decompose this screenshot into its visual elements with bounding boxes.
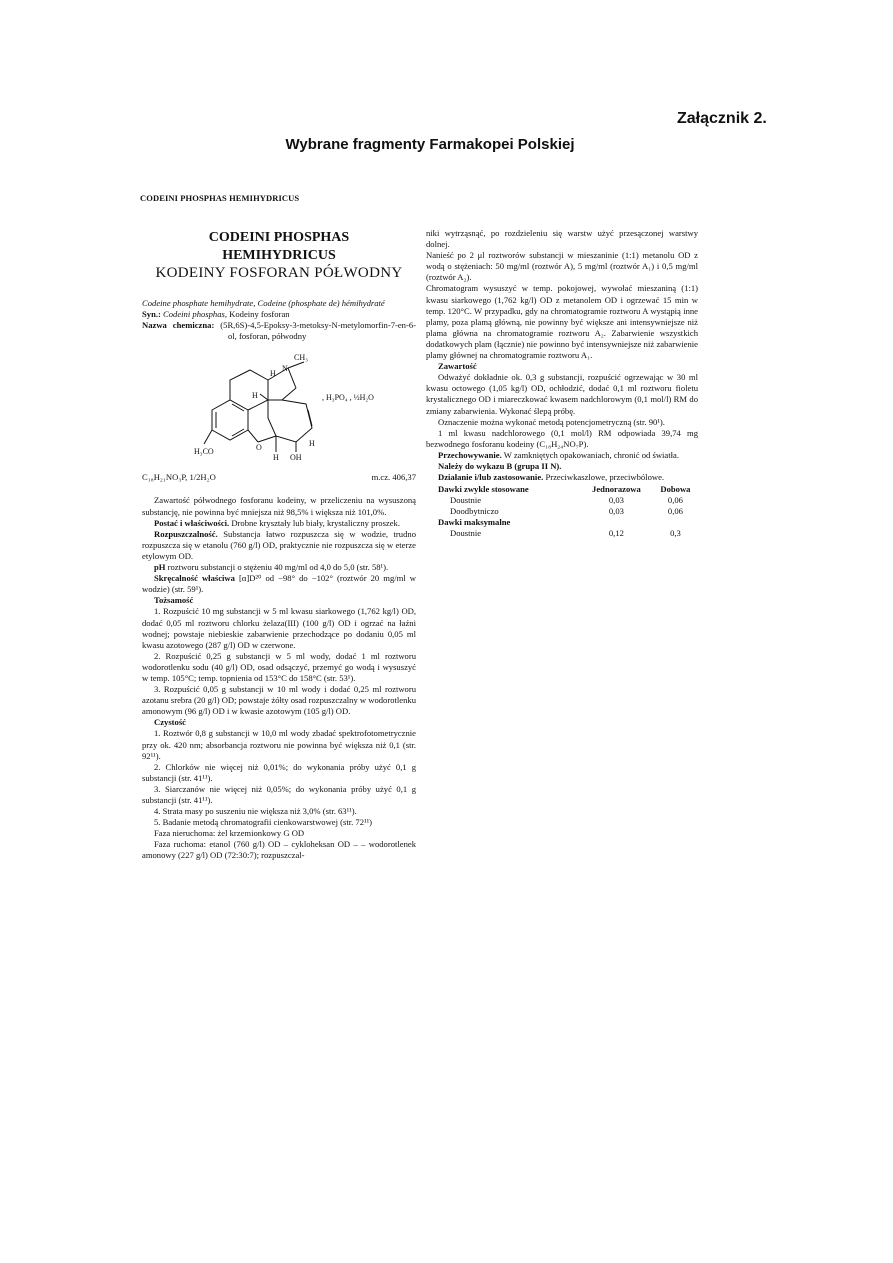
chemical-name <box>142 320 416 342</box>
paragraph: Zawartość półwodnego fosforanu kodeiny, w przeliczeniu na wysuszoną substancję, nie powinna być mniejsza niż 98,5% i większa niż 101,0%. <box>142 495 416 517</box>
paragraph <box>142 562 416 573</box>
synonyms <box>142 309 416 320</box>
table-row <box>426 506 698 517</box>
dose-header-usual: Dawki zwykle stosowane <box>438 484 529 495</box>
paragraph <box>142 518 416 529</box>
dose-max-heading-row <box>426 517 698 528</box>
paragraph-lead: pH <box>154 562 166 573</box>
dose-header-daily: Dobowa <box>660 484 691 495</box>
paragraph-text: Substancja łatwo rozpuszcza się w wodzie, trudno rozpuszcza się w etanolu (760 g/l) OD, praktycznie nie rozpuszcza się w eterze etylowym OD. <box>142 528 416 561</box>
paragraph: Nanieść po 2 μl roztworów substancji w mieszaninie (1:1) metanolu OD z wodą o stężeniach: 50 mg/ml (roztwór A), 5 mg/ml (roztwór A₁) i 0,5 mg/ml (roztwór A₂). <box>426 250 698 283</box>
paragraph-lead: Działanie i/lub zastosowanie. <box>438 472 544 483</box>
paragraph-text: roztworu substancji o stężeniu 40 mg/ml od 4,0 do 5,0 (str. 58¹). <box>167 562 389 573</box>
methyl-label: CH₃ <box>294 353 308 363</box>
dose-single: 0,12 <box>608 528 624 539</box>
methoxy-label: H₃CO <box>194 447 214 457</box>
paragraph-text: W zamkniętych opakowaniach, chronić od światła. <box>503 449 679 460</box>
paragraph-lead: Skręcalność właściwa <box>154 573 235 584</box>
molecular-mass: m.cz. 406,37 <box>371 472 416 483</box>
salt-label: , H₃PO₄ , ½H₂O <box>322 393 374 403</box>
h-label-3: H <box>309 439 315 449</box>
syn-label: Syn.: <box>142 309 161 320</box>
paragraph: Należy do wykazu B (grupa II N). <box>438 460 562 471</box>
oxygen-label: O <box>256 443 262 453</box>
codeine-structure-diagram <box>172 348 412 468</box>
paragraph-text: [α]D²⁰ od −98° do −102° (roztwór 20 mg/ml w wodzie) (str. 59¹). <box>142 573 416 595</box>
left-body <box>142 495 416 861</box>
paragraph <box>426 472 698 483</box>
dose-max-heading: Dawki maksymalne <box>438 517 511 528</box>
right-body <box>426 228 698 483</box>
english-names: Codeine phosphate hemihydrate, Codeine (phosphate de) hémihydraté <box>142 298 385 308</box>
paragraph: 2. Rozpuścić 0,25 g substancji w 5 ml wody, dodać 1 ml roztworu wodorotlenku sodu (40 g/l) OD, osad odsączyć, przemyć go wodą i wysuszyć w temp. 105°C; temp. topnienia od 153°C do 158°C (str. 53¹). <box>142 650 416 683</box>
dose-header-row <box>426 484 698 495</box>
running-head: CODEINI PHOSPHAS HEMIHYDRICUS <box>140 193 300 203</box>
h-label-2: H <box>252 391 258 401</box>
paragraph: 1 ml kwasu nadchlorowego (0,1 mol/l) RM odpowiada 39,74 mg bezwodnego fosforanu kodeiny (C₁₈H₂₄NO₇P). <box>426 427 698 449</box>
paragraph: 1. Rozpuścić 10 mg substancji w 5 ml kwasu siarkowego (1,762 kg/l) OD, dodać 0,05 ml roztworu chlorku żelaza(III) (100 g/l) OD i ogrzać na łaźni wodnej; powstaje niebieskie zabarwienie przechodzące po dodaniu 0,05 ml kwasu azotowego (287 g/l) OD w czerwone. <box>142 606 416 650</box>
paragraph-lead: Rozpuszczalność. <box>154 528 218 539</box>
document-title <box>0 136 860 153</box>
paragraph <box>142 529 416 562</box>
paragraph: 3. Rozpuścić 0,05 g substancji w 10 ml wody i dodać 0,25 ml roztworu azotanu srebra (20 g/l) OD; powstaje żółty osad rozpuszczalny w wodorotlenku amonowym (96 g/l) OD i w kwasie azotowym (105 g/l) OD. <box>142 684 416 717</box>
chem-label: Nazwa chemiczna: <box>142 320 215 331</box>
document-title-text: Wybrane fragmenty Farmakopei Polskiej <box>285 136 575 153</box>
table-row <box>426 495 698 506</box>
dose-route: Doodbytniczo <box>450 506 499 517</box>
paragraph-text: Przeciwkaszlowe, przeciwbólowe. <box>545 472 665 483</box>
formula-row <box>142 472 416 483</box>
monograph-polish-title: KODEINY FOSFORAN PÓŁWODNY <box>155 265 403 281</box>
paragraph: 3. Siarczanów nie więcej niż 0,05%; do wykonania próby użyć 0,1 g substancji (str. 41¹¹). <box>142 783 416 805</box>
monograph-latin-title-2: HEMIHYDRICUS <box>222 248 336 263</box>
paragraph <box>426 450 698 461</box>
paragraph: 2. Chlorków nie więcej niż 0,01%; do wykonania próby użyć 0,1 g substancji (str. 41¹¹). <box>142 761 416 783</box>
paragraph: Oznaczenie można wykonać metodą potencjometryczną (str. 90¹). <box>438 416 665 427</box>
paragraph: 4. Strata masy po suszeniu nie większa niż 3,0% (str. 63¹¹). <box>154 806 357 817</box>
syn-italic: Codeini phosphas, <box>163 309 228 320</box>
paragraph: Czystość <box>154 717 186 728</box>
chem-name: (5R,6S)-4,5-Epoksy-3-metoksy-N-metylomorfin-7-en-6-ol, fosforan, półwodny <box>220 320 416 342</box>
syn-rest: Kodeiny fosforan <box>229 309 290 320</box>
hydroxyl-label: OH <box>290 453 302 463</box>
paragraph <box>142 573 416 595</box>
dose-single: 0,03 <box>608 495 624 506</box>
paragraph-text: Drobne kryształy lub biały, krystaliczny proszek. <box>231 517 400 528</box>
left-column <box>142 228 416 862</box>
table-row <box>426 528 698 539</box>
dose-daily: 0,06 <box>667 506 683 517</box>
paragraph: Odważyć dokładnie ok. 0,3 g substancji, rozpuścić ogrzewając w 30 ml kwasu octowego (1,05 kg/l) OD, ochłodzić, dodać 0,1 ml roztworu fioletu krystalicznego OD i miareczkować kwasem nadchlorowym (0,1 mol/l) RM do zmiany zabarwienia. Wykonać ślepą próbę. <box>426 372 698 416</box>
paragraph: niki wytrząsnąć, po rozdzieleniu się warstw użyć przesączonej warstwy dolnej. <box>426 228 698 250</box>
right-column <box>426 228 698 539</box>
h-label-1: H <box>270 369 276 379</box>
paragraph-lead: Przechowywanie. <box>438 449 502 460</box>
paragraph: 5. Badanie metodą chromatografii cienkowarstwowej (str. 72¹¹) <box>154 817 373 828</box>
nitrogen-label: N <box>282 364 288 374</box>
dose-daily: 0,06 <box>667 495 683 506</box>
dose-single: 0,03 <box>608 506 624 517</box>
paragraph-lead: Postać i właściwości. <box>154 517 230 528</box>
paragraph: Zawartość <box>438 361 477 372</box>
dose-route: Doustnie <box>450 528 482 539</box>
monograph-latin-title-1: CODEINI PHOSPHAS <box>208 230 350 245</box>
dose-daily: 0,3 <box>670 528 681 539</box>
paragraph: Tożsamość <box>154 595 194 606</box>
dose-route: Doustnie <box>450 495 482 506</box>
paragraph: Chromatogram wysuszyć w temp. pokojowej, wywołać mieszaniną (1:1) kwasu siarkowego (1,762 kg/l) OD z metanolem OD i ogrzewać 15 min w temp. 120°C. W przypadku, gdy na chromatogramie roztworu A wystąpią inne plamy, poza plamą główną, nie powinny być większe ani intensywniejsze niż plama główna na chromatogramie roztworu A₂. Zabarwienie wszystkich dodatkowych plam (łącznie) nie powinno być intensywniejsze niż zabarwienie plamy głównej na chromatogramie roztworu A₁. <box>426 283 698 361</box>
paragraph: 1. Roztwór 0,8 g substancji w 10,0 ml wody zbadać spektrofotometrycznie przy ok. 420 nm; absorbancja roztworu nie powinna być większa niż 0,1 (str. 92¹¹). <box>142 728 416 761</box>
annex-label: Załącznik 2. <box>677 110 767 127</box>
molecular-formula: C₁₈H₂₁NO₃P, 1/2H₂O <box>142 472 216 483</box>
dose-table <box>426 484 698 539</box>
paragraph: Faza nieruchoma: żel krzemionkowy G OD <box>154 828 305 839</box>
dose-header-single: Jednorazowa <box>592 484 641 495</box>
paragraph: Faza ruchoma: etanol (760 g/l) OD – cykloheksan OD – – wodorotlenek amonowy (227 g/l) OD (72:30:7); rozpuszczal- <box>142 839 416 861</box>
h-label-4: H <box>273 453 279 463</box>
